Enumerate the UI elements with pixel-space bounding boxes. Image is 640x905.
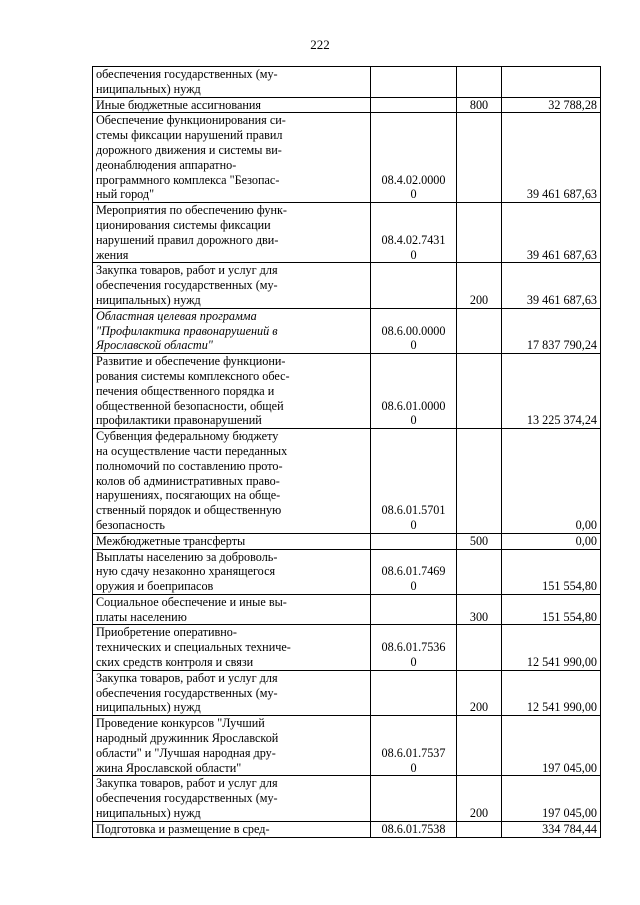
row-name-cell: обеспечения государственных (му- ниципальных) нужд [93,67,371,98]
row-code-cell: 08.6.00.0000 0 [371,308,457,353]
row-name-cell: Межбюджетные трансферты [93,533,371,549]
row-expense-type-cell [457,549,502,594]
table-row [93,625,601,670]
row-expense-type-cell [457,429,502,534]
row-code-cell: 08.6.01.0000 0 [371,354,457,429]
row-name-cell: Закупка товаров, работ и услуг для обеспечения государственных (му- ниципальных) нужд [93,670,371,715]
row-name-cell: Иные бюджетные ассигнования [93,97,371,113]
row-sum-cell: 39 461 687,63 [502,263,601,308]
table-row [93,203,601,263]
row-sum-cell: 39 461 687,63 [502,203,601,263]
row-sum-cell: 12 541 990,00 [502,670,601,715]
row-name-cell: Закупка товаров, работ и услуг для обеспечения государственных (му- ниципальных) нужд [93,263,371,308]
row-code-cell [371,776,457,821]
row-expense-type-cell [457,821,502,837]
row-expense-type-cell [457,308,502,353]
row-sum-cell: 334 784,44 [502,821,601,837]
row-name-cell: Социальное обеспечение и иные вы- платы населению [93,594,371,625]
row-expense-type-cell [457,113,502,203]
row-code-cell [371,67,457,98]
row-expense-type-cell: 800 [457,97,502,113]
row-sum-cell: 0,00 [502,429,601,534]
row-code-cell [371,594,457,625]
row-code-cell [371,670,457,715]
row-sum-cell: 39 461 687,63 [502,113,601,203]
row-expense-type-cell [457,625,502,670]
row-sum-cell: 13 225 374,24 [502,354,601,429]
table-row [93,263,601,308]
row-expense-type-cell [457,67,502,98]
row-code-cell: 08.6.01.7469 0 [371,549,457,594]
row-code-cell [371,263,457,308]
row-sum-cell: 151 554,80 [502,594,601,625]
row-expense-type-cell [457,716,502,776]
row-code-cell: 08.6.01.7538 [371,821,457,837]
row-code-cell [371,533,457,549]
row-name-cell: Закупка товаров, работ и услуг для обеспечения государственных (му- ниципальных) нужд [93,776,371,821]
table-row [93,670,601,715]
page-number: 222 [310,37,330,52]
row-code-cell: 08.6.01.7537 0 [371,716,457,776]
row-code-cell: 08.6.01.5701 0 [371,429,457,534]
row-expense-type-cell: 200 [457,263,502,308]
row-name-cell: Развитие и обеспечение функциони- рования системы комплексного обес- печения общественного порядка и общественной безопасности, общей профилактики правонарушений [93,354,371,429]
row-name-cell: Проведение конкурсов "Лучший народный дружинник Ярославской области" и "Лучшая народная дру- жина Ярославской области" [93,716,371,776]
table-row [93,716,601,776]
row-code-cell: 08.4.02.7431 0 [371,203,457,263]
row-name-cell: Подготовка и размещение в сред- [93,821,371,837]
table-row [93,113,601,203]
row-sum-cell: 151 554,80 [502,549,601,594]
row-sum-cell: 0,00 [502,533,601,549]
row-code-cell [371,97,457,113]
row-expense-type-cell [457,354,502,429]
table-row [93,429,601,534]
row-expense-type-cell: 200 [457,776,502,821]
table-row [93,97,601,113]
table-row [93,354,601,429]
table-row [93,533,601,549]
table-row [93,594,601,625]
row-expense-type-cell: 300 [457,594,502,625]
table-row [93,776,601,821]
table-row [93,821,601,837]
table-row [93,308,601,353]
row-name-cell: Обеспечение функционирования си- стемы фиксации нарушений правил дорожного движения и системы ви- деонаблюдения аппаратно- программного комплекса "Безопас- ный город" [93,113,371,203]
table-row [93,67,601,98]
row-sum-cell [502,67,601,98]
budget-table [92,66,601,838]
row-sum-cell: 197 045,00 [502,776,601,821]
row-name-cell: Субвенция федеральному бюджету на осуществление части переданных полномочий по составлению прото- колов об административных право- нарушениях, посягающих на обще- ственный порядок и общественную безопасность [93,429,371,534]
row-sum-cell: 32 788,28 [502,97,601,113]
budget-table-body [93,67,601,838]
row-name-cell: Областная целевая программа "Профилактика правонарушений в Ярославской области" [93,308,371,353]
row-name-cell: Выплаты населению за доброволь- ную сдачу незаконно хранящегося оружия и боеприпасов [93,549,371,594]
row-expense-type-cell [457,203,502,263]
row-code-cell: 08.4.02.0000 0 [371,113,457,203]
row-sum-cell: 197 045,00 [502,716,601,776]
row-sum-cell: 17 837 790,24 [502,308,601,353]
row-expense-type-cell: 500 [457,533,502,549]
table-row [93,549,601,594]
row-code-cell: 08.6.01.7536 0 [371,625,457,670]
row-expense-type-cell: 200 [457,670,502,715]
row-name-cell: Мероприятия по обеспечению функ- ционирования системы фиксации нарушений правил дорожного дви- жения [93,203,371,263]
row-name-cell: Приобретение оперативно- технических и специальных техниче- ских средств контроля и связи [93,625,371,670]
row-sum-cell: 12 541 990,00 [502,625,601,670]
